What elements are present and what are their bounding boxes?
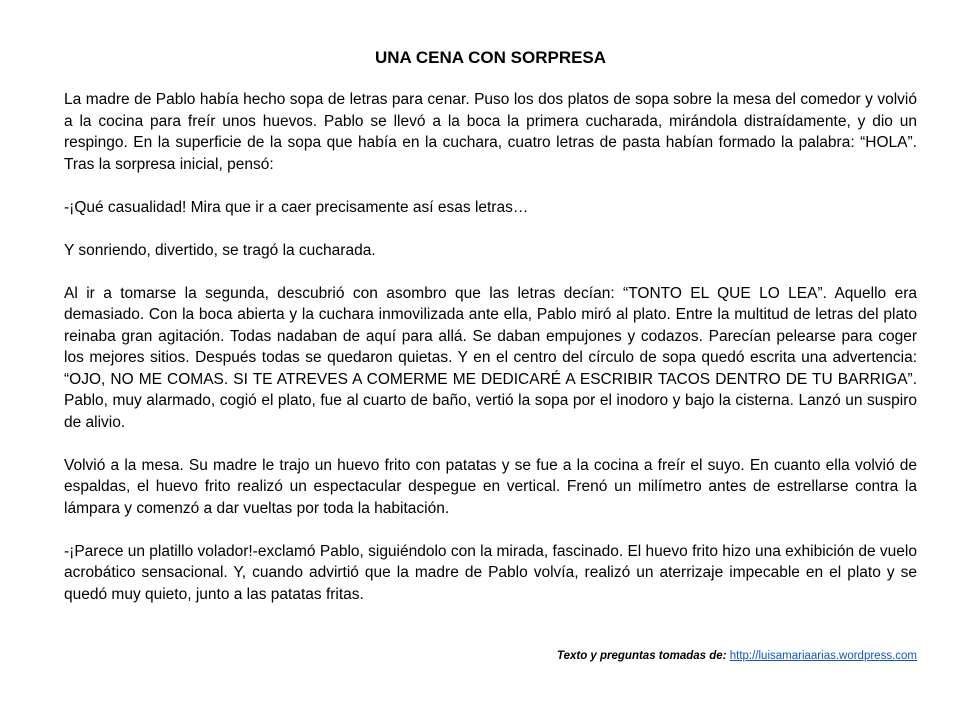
paragraph: Al ir a tomarse la segunda, descubrió con asombro que las letras decían: “TONTO EL QUE LO LEA”. Aquello era demasiado. Con la boca abierta y la cuchara inmovilizada ante ella, Pablo miró al plato. Entre la multitud de letras del plato reinaba gran agitación. Todas nadaban de aquí para allá. Se daban empujones y codazos. Parecían pelearse para coger los mejores sitios. Después todas se quedaron quietas. Y en el centro del círculo de sopa quedó escrita una advertencia: “OJO, NO ME COMAS. SI TE ATREVES A COMERME ME DEDICARÉ A ESCRIBIR TACOS DENTRO DE TU BARRIGA”. Pablo, muy alarmado, cogió el plato, fue al cuarto de baño, vertió la sopa por el inodoro y bajo la cisterna. Lanzó un suspiro de alivio.	[64, 284, 917, 431]
paragraph: Y sonriendo, divertido, se tragó la cucharada.	[64, 241, 376, 259]
story-body	[64, 89, 917, 605]
paragraph: -¡Parece un platillo volador!-exclamó Pablo, siguiéndolo con la mirada, fascinado. El huevo frito hizo una exhibición de vuelo acrobático sensacional. Y, cuando advirtió que la madre de Pablo volvía, realizó un aterrizaje impecable en el plato y se quedó muy quieto, junto a las patatas fritas.	[64, 542, 917, 603]
source-credit	[557, 648, 917, 664]
paragraph: Volvió a la mesa. Su madre le trajo un huevo frito con patatas y se fue a la cocina a freír el suyo. En cuanto ella volvió de espaldas, el huevo frito realizó un espectacular despegue en vertical. Frenó un milímetro antes de estrellarse contra la lámpara y comenzó a dar vueltas por toda la habitación.	[64, 456, 917, 517]
source-link[interactable]: http://luisamariaarias.wordpress.com	[729, 650, 917, 662]
document-title: UNA CENA CON SORPRESA	[374, 48, 607, 67]
source-label: Texto y preguntas tomadas de:	[556, 650, 727, 662]
paragraph: -¡Qué casualidad! Mira que ir a caer precisamente así esas letras…	[64, 198, 529, 216]
document-page	[64, 0, 917, 720]
paragraph: La madre de Pablo había hecho sopa de letras para cenar. Puso los dos platos de sopa sobre la mesa del comedor y volvió a la cocina para freír unos huevos. Pablo se llevó a la boca la primera cucharada, mirándola distraídamente, y dio un respingo. En la superficie de la sopa que había en la cuchara, cuatro letras de pasta habían formado la palabra: “HOLA”. Tras la sorpresa inicial, pensó:	[64, 91, 917, 173]
